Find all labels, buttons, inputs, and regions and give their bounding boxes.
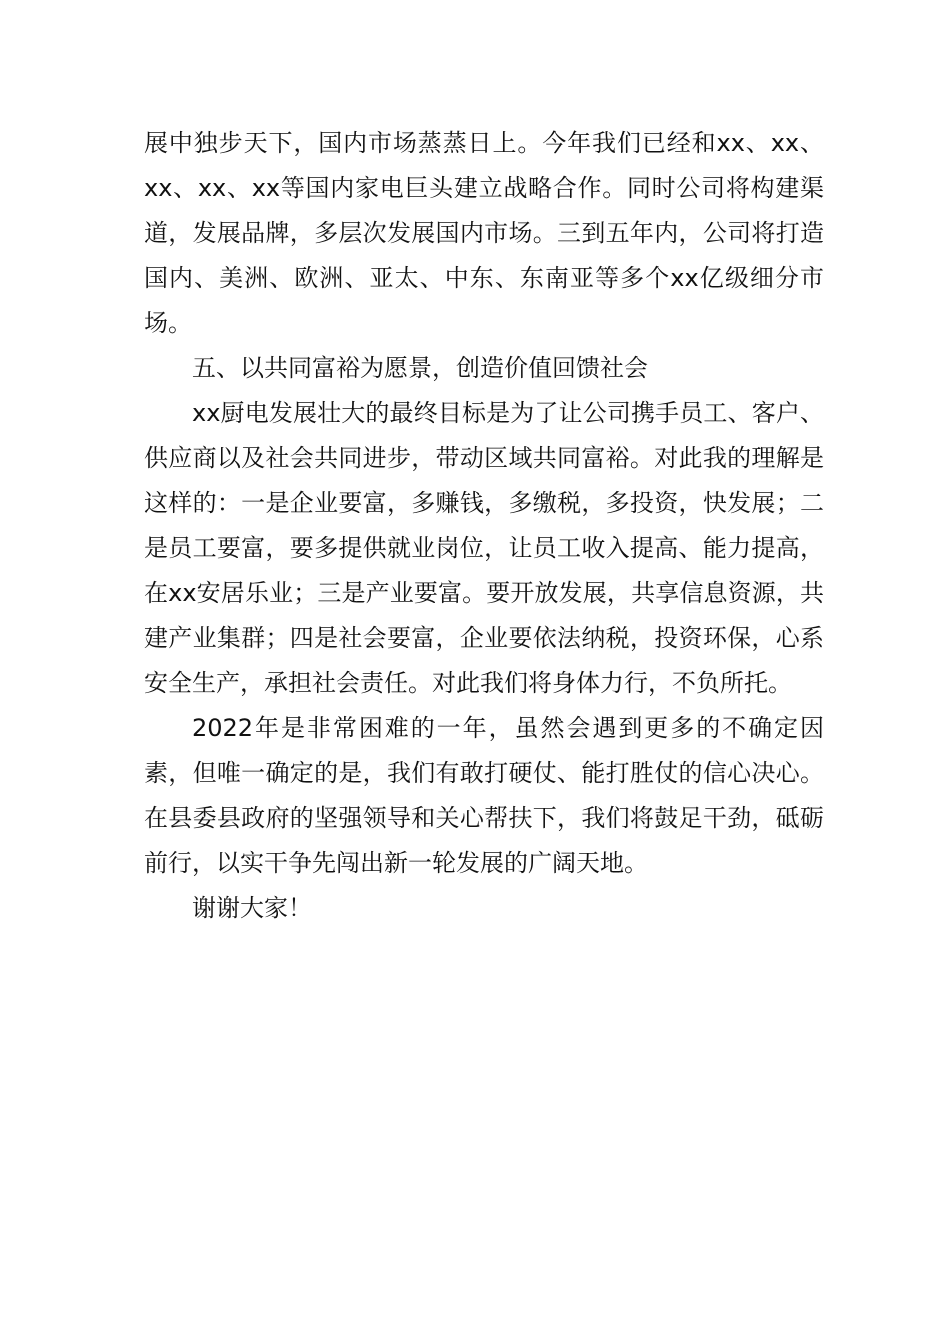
section-heading-five: 五、以共同富裕为愿景，创造价值回馈社会 xyxy=(192,354,648,382)
paragraph-common-prosperity: xx厨电发展壮大的最终目标是为了让公司携手员工、客户、供应商以及社会共同进步，带动区域共同富裕。对此我的理解是这样的：一是企业要富，多赚钱，多缴税，多投资，快发展；二是员工要富，要多提供就业岗位，让员工收入提高、能力提高，在xx安居乐业；三是产业要富。要开放发展，共享信息资源，共建产业集群；四是社会要富，企业要依法纳税，投资环保，心系安全生产，承担社会责任。对此我们将身体力行，不负所托。 xyxy=(144,399,824,697)
paragraph-continuation: 展中独步天下，国内市场蒸蒸日上。今年我们已经和xx、xx、xx、xx、xx等国内家电巨头建立战略合作。同时公司将构建渠道，发展品牌，多层次发展国内市场。三到五年内，公司将打造国内、美洲、欧洲、亚太、中东、东南亚等多个xx亿级细分市场。 xyxy=(144,129,824,337)
document-body xyxy=(144,121,824,931)
paragraph-2022-outlook: 2022年是非常困难的一年，虽然会遇到更多的不确定因素，但唯一确定的是，我们有敢打硬仗、能打胜仗的信心决心。在县委县政府的坚强领导和关心帮扶下，我们将鼓足干劲，砥砺前行，以实干争先闯出新一轮发展的广阔天地。 xyxy=(144,714,824,877)
closing-thanks: 谢谢大家！ xyxy=(192,894,312,922)
